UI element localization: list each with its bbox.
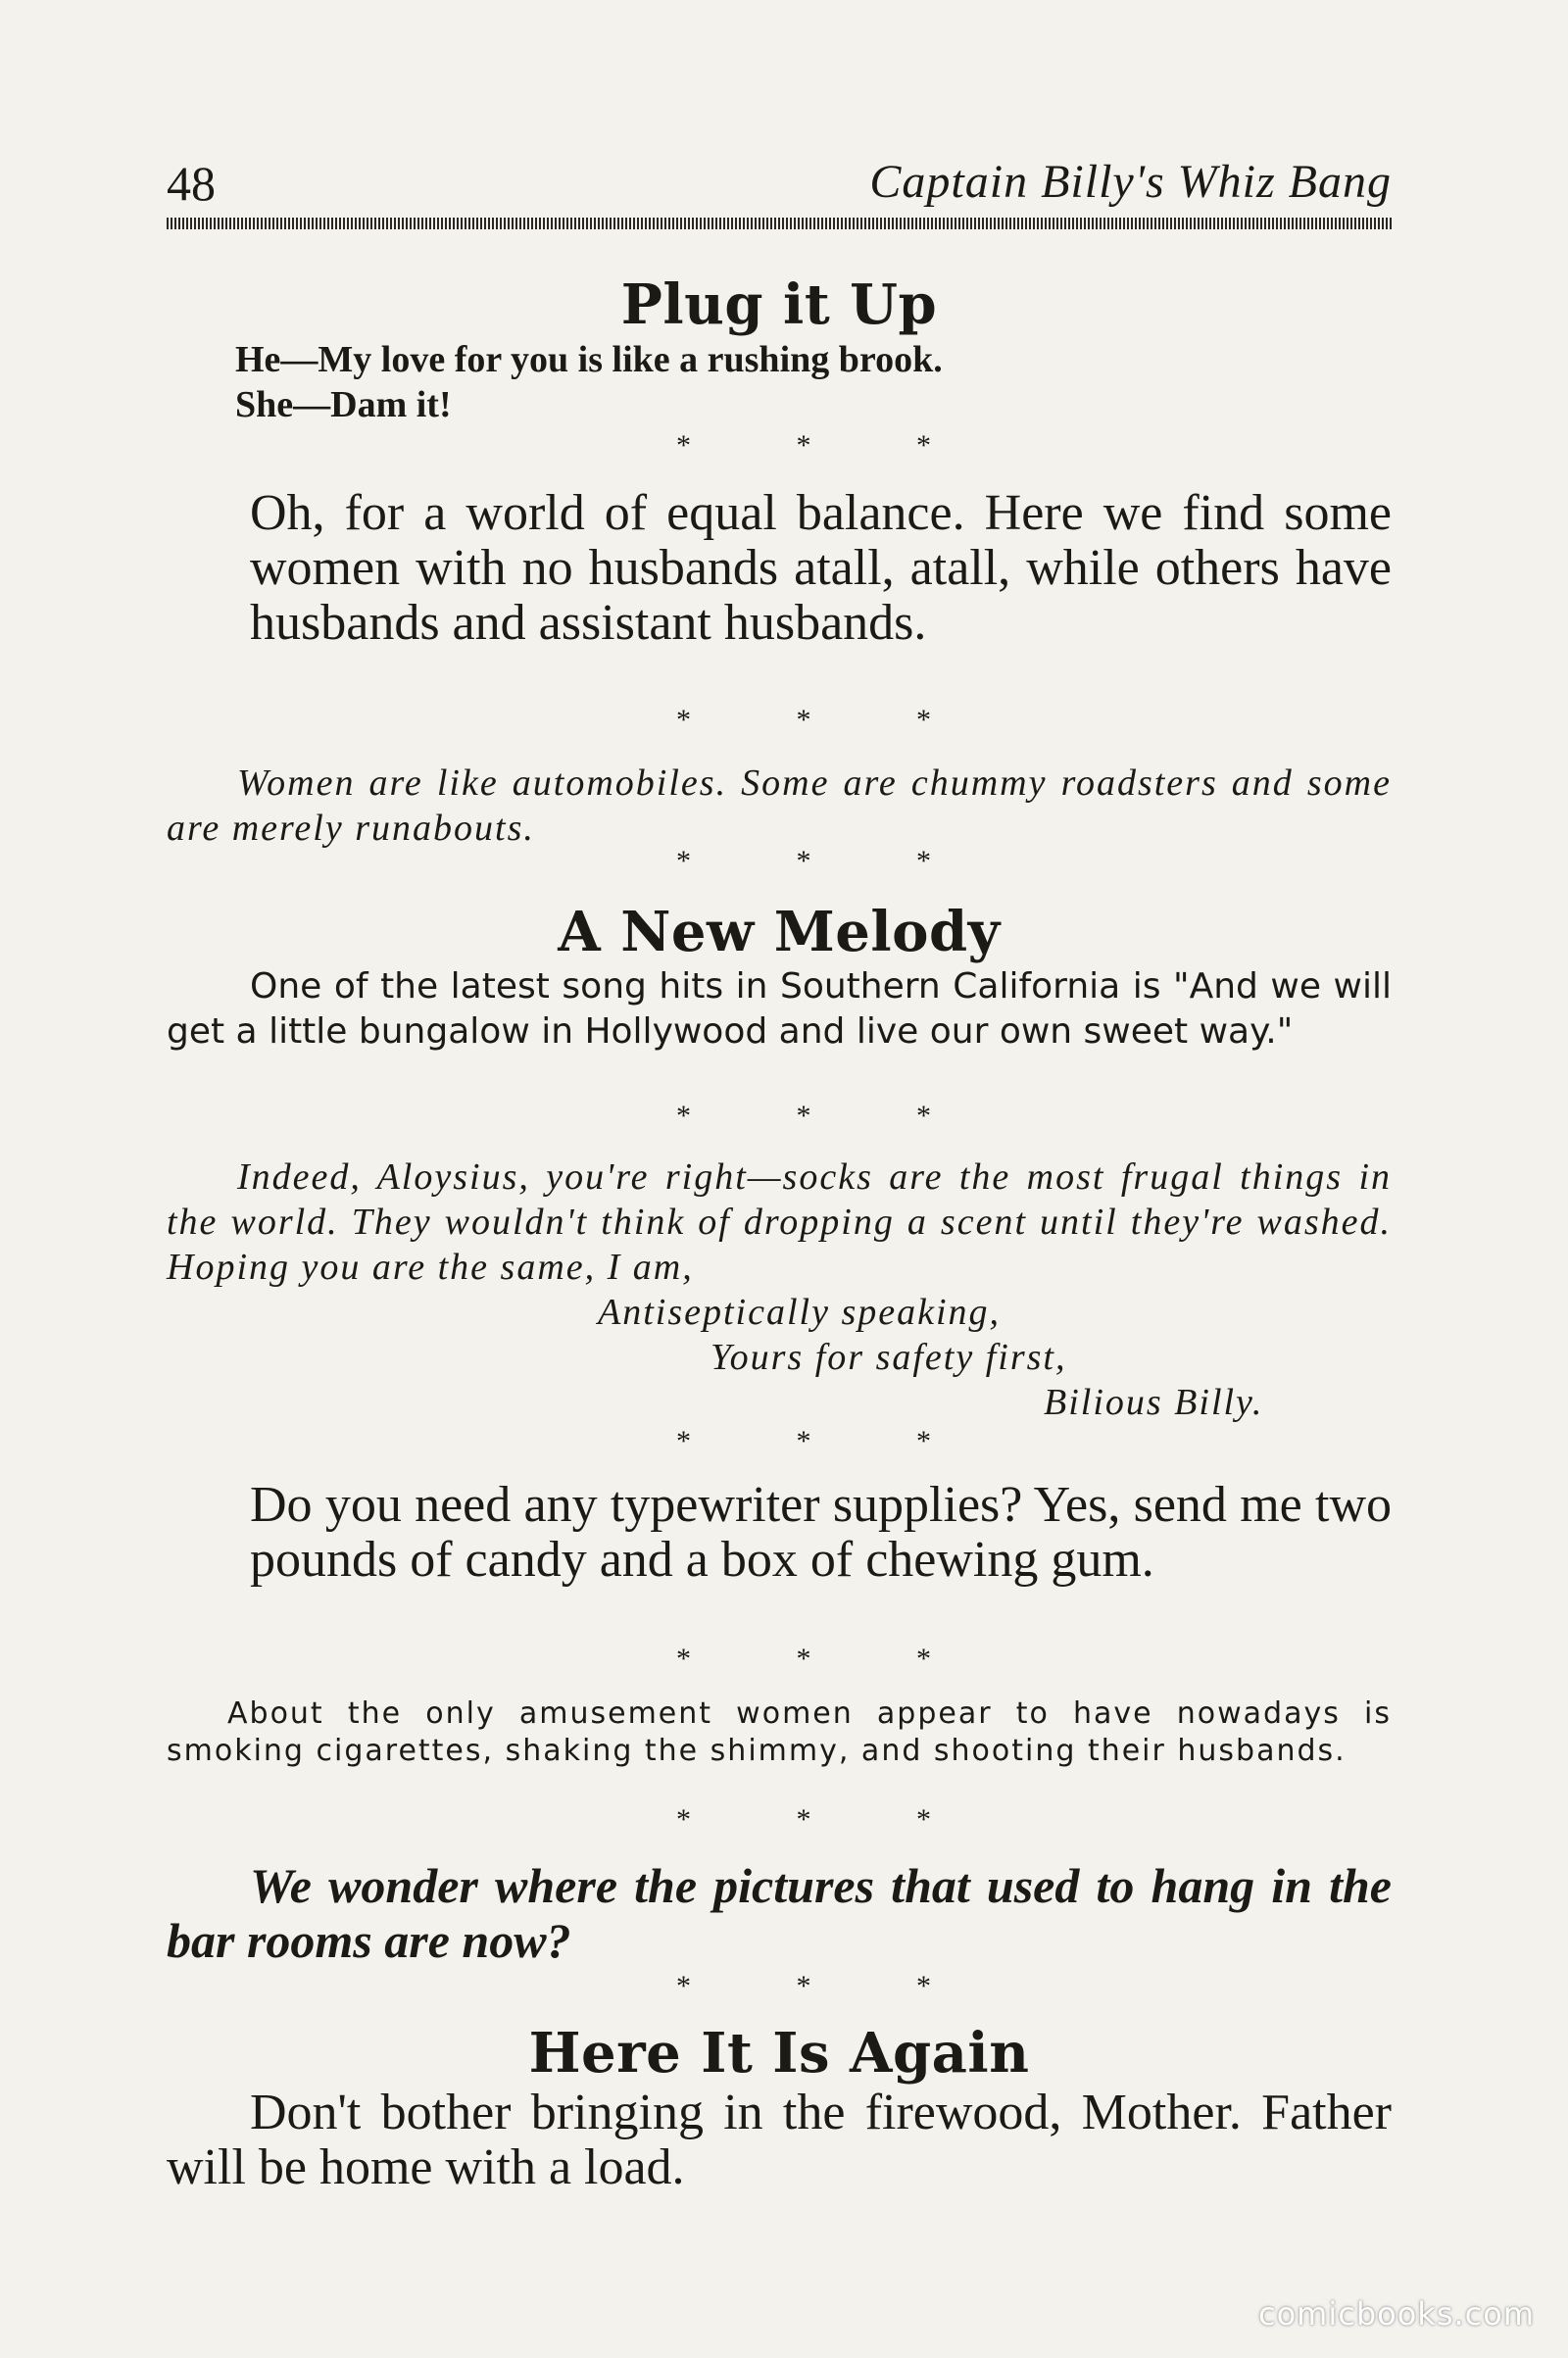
item-automobiles: Women are like automobiles. Some are chummy roadsters and some are merely runabouts. [167, 762, 1392, 849]
separator-stars: * * * [676, 1643, 980, 1675]
item-aloysius [167, 1154, 1392, 1425]
dialog-line: He—My love for you is like a rushing brook. [235, 339, 943, 380]
item-text: One of the latest song hits in Southern California is "And we will get a little bungalow in Hollywood and live our own sweet way." [167, 966, 1392, 1052]
watermark: comicbooks.com [1257, 2295, 1535, 2333]
item-text: Indeed, Aloysius, you're right—socks are the most frugal things in the world. They wouldn't think of dropping a scent until they're washed. Hoping you are the same, I am, [167, 1156, 1392, 1288]
separator-stars: * * * [676, 1970, 980, 2002]
item-text: Oh, for a world of equal balance. Here we find some women with no husbands atall, atall, while others have husbands and assistant husbands. [250, 485, 1392, 651]
item-text: Don't bother bringing in the firewood, Mother. Father will be home with a load. [167, 2085, 1392, 2195]
running-title: Captain Billy's Whiz Bang [869, 156, 1392, 208]
item-plug-it-up [167, 272, 1392, 427]
item-amusement: About the only amusement women appear to have nowadays is smoking cigarettes, shaking the shimmy, and shooting their husbands. [167, 1696, 1392, 1768]
item-equal-balance [167, 486, 1392, 651]
item-typewriter [167, 1478, 1392, 1588]
signature-line: Bilious Billy. [1044, 1382, 1264, 1423]
dialog-line: She—Dam it! [235, 384, 452, 425]
page-number: 48 [167, 156, 216, 211]
separator-stars: * * * [676, 429, 980, 462]
separator-stars: * * * [676, 704, 980, 736]
item-heading: Plug it Up [620, 272, 938, 337]
item-text: Do you need any typewriter supplies? Yes, send me two pounds of candy and a box of chewing gum. [250, 1477, 1392, 1588]
separator-stars: * * * [676, 1425, 980, 1457]
item-here-it-is-again [167, 2021, 1392, 2195]
separator-stars: * * * [676, 1803, 980, 1836]
signature-line: Antiseptically speaking, [598, 1292, 1002, 1333]
signature-line: Yours for safety first, [710, 1337, 1067, 1378]
separator-stars: * * * [676, 845, 980, 877]
magazine-page [167, 0, 1392, 2358]
item-heading: Here It Is Again [528, 2021, 1030, 2086]
separator-stars: * * * [676, 1100, 980, 1132]
page-header [167, 155, 1392, 214]
item-new-melody [167, 900, 1392, 1055]
header-rule [167, 218, 1392, 229]
item-bar-rooms: We wonder where the pictures that used to hang in the bar rooms are now? [167, 1858, 1392, 1968]
item-heading: A New Melody [558, 900, 1001, 964]
